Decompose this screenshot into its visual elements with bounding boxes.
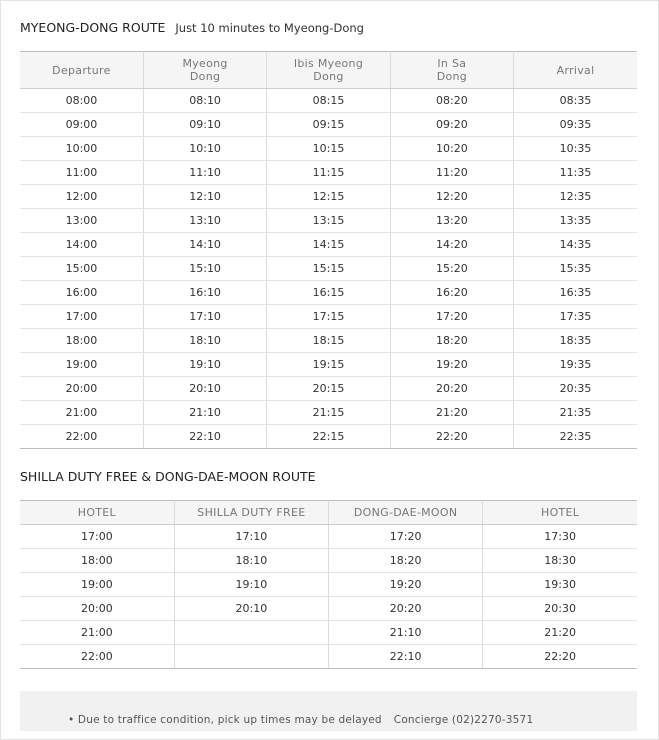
time-cell: 10:20 — [390, 137, 513, 161]
table-row — [20, 377, 637, 401]
table-row — [20, 137, 637, 161]
time-cell: 09:20 — [390, 113, 513, 137]
time-cell: 17:30 — [483, 525, 637, 549]
time-cell: 11:20 — [390, 161, 513, 185]
time-cell: 20:35 — [514, 377, 637, 401]
time-cell: 18:10 — [174, 549, 328, 573]
time-cell: 19:00 — [20, 573, 174, 597]
time-cell — [174, 621, 328, 645]
time-cell: 14:10 — [143, 233, 266, 257]
column-header-line: Arrival — [556, 63, 595, 77]
column-header-line: Dong — [436, 70, 468, 83]
column-header-line: In Sa — [437, 57, 467, 70]
time-cell: 16:10 — [143, 281, 266, 305]
time-cell: 22:10 — [329, 645, 483, 669]
time-cell: 11:35 — [514, 161, 637, 185]
time-cell: 09:35 — [514, 113, 637, 137]
column-header — [514, 52, 637, 89]
time-cell: 09:15 — [267, 113, 390, 137]
time-cell: 08:15 — [267, 89, 390, 113]
time-cell: 11:10 — [143, 161, 266, 185]
table-row — [20, 329, 637, 353]
table-row — [20, 621, 637, 645]
table-row — [20, 573, 637, 597]
time-cell: 14:00 — [20, 233, 143, 257]
route1-title: MYEONG-DONG ROUTE — [20, 20, 166, 35]
time-cell: 22:10 — [143, 425, 266, 449]
time-cell: 22:00 — [20, 425, 143, 449]
table-row — [20, 401, 637, 425]
time-cell: 21:20 — [483, 621, 637, 645]
column-header — [143, 52, 266, 89]
route1-subtitle: Just 10 minutes to Myeong-Dong — [175, 21, 364, 35]
time-cell: 19:20 — [329, 573, 483, 597]
time-cell: 19:00 — [20, 353, 143, 377]
table-body — [20, 89, 637, 449]
time-cell: 21:10 — [143, 401, 266, 425]
time-cell: 09:00 — [20, 113, 143, 137]
table-row — [20, 425, 637, 449]
time-cell: 18:35 — [514, 329, 637, 353]
time-cell: 16:00 — [20, 281, 143, 305]
column-header: SHILLA DUTY FREE — [174, 501, 328, 525]
time-cell: 22:15 — [267, 425, 390, 449]
time-cell: 19:10 — [143, 353, 266, 377]
time-cell: 13:20 — [390, 209, 513, 233]
time-cell: 17:10 — [143, 305, 266, 329]
time-cell: 15:10 — [143, 257, 266, 281]
time-cell: 08:00 — [20, 89, 143, 113]
time-cell: 12:10 — [143, 185, 266, 209]
time-cell: 19:35 — [514, 353, 637, 377]
time-cell: 09:10 — [143, 113, 266, 137]
table-row — [20, 549, 637, 573]
time-cell: 14:20 — [390, 233, 513, 257]
time-cell: 18:20 — [329, 549, 483, 573]
time-cell: 17:20 — [390, 305, 513, 329]
table-row — [20, 89, 637, 113]
time-cell: 20:20 — [390, 377, 513, 401]
time-cell: 20:10 — [143, 377, 266, 401]
time-cell: 21:00 — [20, 401, 143, 425]
time-cell: 18:30 — [483, 549, 637, 573]
column-header-line: Departure — [52, 63, 111, 77]
column-header: DONG-DAE-MOON — [329, 501, 483, 525]
time-cell: 11:15 — [267, 161, 390, 185]
column-header — [267, 52, 390, 89]
time-cell: 14:35 — [514, 233, 637, 257]
table-row — [20, 305, 637, 329]
time-cell: 16:20 — [390, 281, 513, 305]
myeong-dong-timetable — [20, 51, 637, 449]
time-cell: 17:10 — [174, 525, 328, 549]
time-cell: 13:35 — [514, 209, 637, 233]
time-cell: 20:10 — [174, 597, 328, 621]
time-cell: 15:00 — [20, 257, 143, 281]
time-cell: 19:15 — [267, 353, 390, 377]
time-cell: 10:10 — [143, 137, 266, 161]
time-cell: 12:15 — [267, 185, 390, 209]
time-cell: 14:15 — [267, 233, 390, 257]
column-header — [20, 52, 143, 89]
time-cell: 15:20 — [390, 257, 513, 281]
time-cell: 22:20 — [483, 645, 637, 669]
column-header-line: Dong — [189, 70, 221, 83]
column-header — [390, 52, 513, 89]
time-cell: 16:15 — [267, 281, 390, 305]
time-cell: 13:15 — [267, 209, 390, 233]
time-cell: 18:00 — [20, 549, 174, 573]
time-cell: 19:20 — [390, 353, 513, 377]
column-header: HOTEL — [20, 501, 174, 525]
time-cell: 15:35 — [514, 257, 637, 281]
table-row — [20, 161, 637, 185]
table-row — [20, 113, 637, 137]
table-row — [20, 353, 637, 377]
time-cell: 17:00 — [20, 305, 143, 329]
time-cell: 20:15 — [267, 377, 390, 401]
notice-line — [68, 714, 533, 726]
time-cell: 15:15 — [267, 257, 390, 281]
time-cell — [174, 645, 328, 669]
time-cell: 12:20 — [390, 185, 513, 209]
table-header-row — [20, 501, 637, 525]
time-cell: 21:35 — [514, 401, 637, 425]
time-cell: 20:20 — [329, 597, 483, 621]
time-cell: 21:00 — [20, 621, 174, 645]
time-cell: 21:15 — [267, 401, 390, 425]
time-cell: 10:15 — [267, 137, 390, 161]
table-row — [20, 525, 637, 549]
column-header: HOTEL — [483, 501, 637, 525]
time-cell: 18:00 — [20, 329, 143, 353]
time-cell: 20:30 — [483, 597, 637, 621]
route1-heading — [20, 20, 364, 35]
shilla-dongdaemun-timetable — [20, 500, 637, 669]
time-cell: 17:20 — [329, 525, 483, 549]
concierge-contact: Concierge (02)2270-3571 — [393, 714, 534, 726]
time-cell: 17:00 — [20, 525, 174, 549]
time-cell: 18:20 — [390, 329, 513, 353]
time-cell: 21:10 — [329, 621, 483, 645]
table-header-row — [20, 52, 637, 89]
time-cell: 13:00 — [20, 209, 143, 233]
table-row — [20, 257, 637, 281]
time-cell: 22:20 — [390, 425, 513, 449]
time-cell: 17:35 — [514, 305, 637, 329]
table-body — [20, 525, 637, 669]
time-cell: 13:10 — [143, 209, 266, 233]
column-header-line: Ibis Myeong — [293, 57, 364, 70]
time-cell: 18:10 — [143, 329, 266, 353]
column-header-line: Dong — [313, 70, 344, 83]
time-cell: 16:35 — [514, 281, 637, 305]
time-cell: 17:15 — [267, 305, 390, 329]
time-cell: 12:00 — [20, 185, 143, 209]
notice-text: • Due to traffice condition, pick up times may be delayed — [68, 714, 382, 726]
table-row — [20, 597, 637, 621]
time-cell: 22:00 — [20, 645, 174, 669]
time-cell: 10:00 — [20, 137, 143, 161]
time-cell: 08:20 — [390, 89, 513, 113]
time-cell: 08:10 — [143, 89, 266, 113]
time-cell: 08:35 — [514, 89, 637, 113]
column-header-line: Myeong — [182, 57, 228, 70]
table-row — [20, 645, 637, 669]
time-cell: 10:35 — [514, 137, 637, 161]
route2-title: SHILLA DUTY FREE & DONG-DAE-MOON ROUTE — [20, 469, 316, 484]
time-cell: 22:35 — [514, 425, 637, 449]
time-cell: 11:00 — [20, 161, 143, 185]
time-cell: 19:30 — [483, 573, 637, 597]
table-row — [20, 209, 637, 233]
notice-box — [20, 691, 637, 731]
time-cell: 12:35 — [514, 185, 637, 209]
time-cell: 19:10 — [174, 573, 328, 597]
time-cell: 21:20 — [390, 401, 513, 425]
time-cell: 20:00 — [20, 377, 143, 401]
time-cell: 20:00 — [20, 597, 174, 621]
table-row — [20, 281, 637, 305]
time-cell: 18:15 — [267, 329, 390, 353]
table-row — [20, 185, 637, 209]
table-row — [20, 233, 637, 257]
